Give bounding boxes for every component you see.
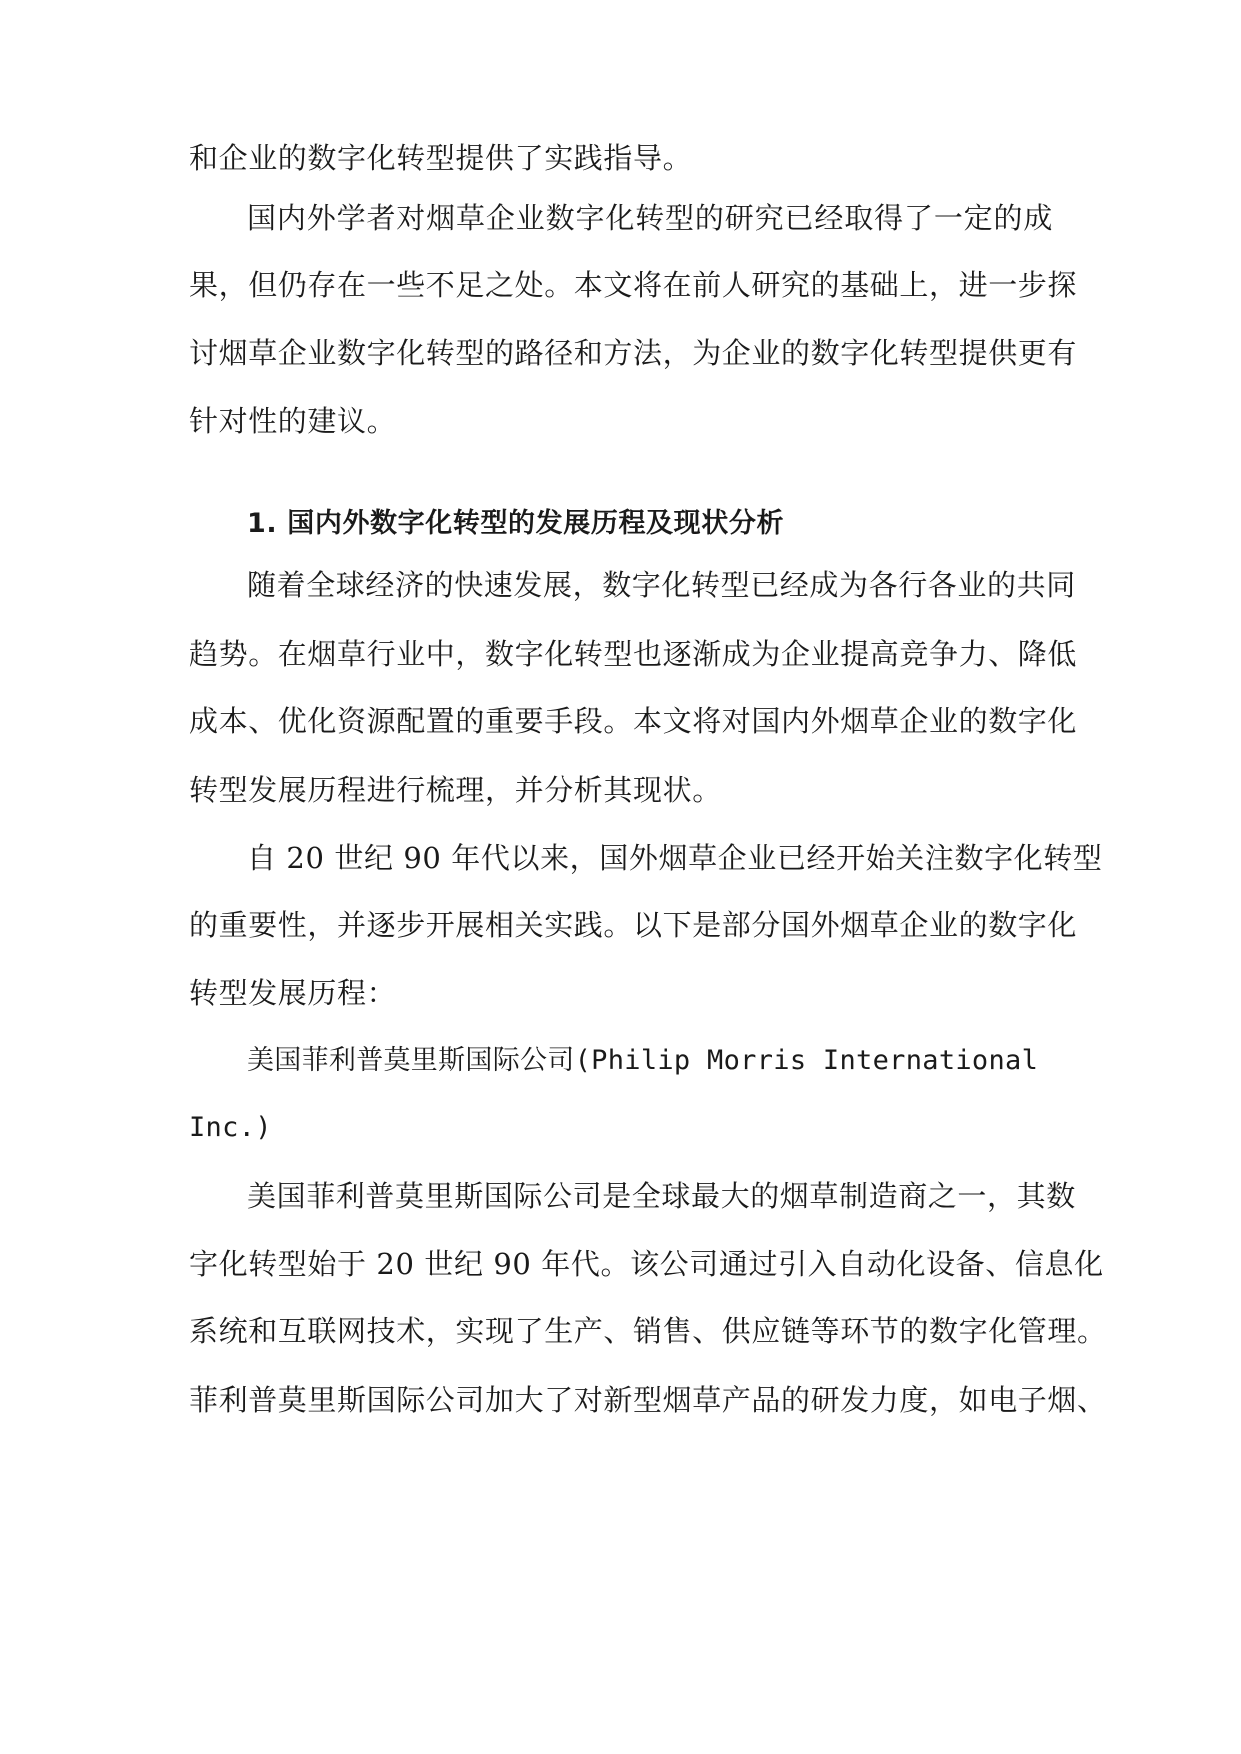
paragraph-line: 讨烟草企业数字化转型的路径和方法，为企业的数字化转型提供更有 — [189, 336, 1078, 370]
company-name-line: Inc.) — [189, 1112, 272, 1143]
paragraph-line: 自 20 世纪 90 年代以来，国外烟草企业已经开始关注数字化转型 — [247, 841, 1103, 875]
company-name-line: 美国菲利普莫里斯国际公司(Philip Morris International — [247, 1045, 1039, 1076]
paragraph-line: 趋势。在烟草行业中，数字化转型也逐渐成为企业提高竞争力、降低 — [189, 637, 1078, 671]
section-heading: 1. 国内外数字化转型的发展历程及现状分析 — [247, 508, 785, 539]
paragraph-line: 系统和互联网技术，实现了生产、销售、供应链等环节的数字化管理。 — [189, 1314, 1107, 1348]
paragraph-line: 转型发展历程进行梳理，并分析其现状。 — [189, 773, 722, 807]
paragraph-line: 美国菲利普莫里斯国际公司是全球最大的烟草制造商之一，其数 — [247, 1179, 1076, 1213]
paragraph-line: 国内外学者对烟草企业数字化转型的研究已经取得了一定的成 — [247, 201, 1053, 235]
paragraph-line: 针对性的建议。 — [189, 404, 397, 438]
paragraph-line: 的重要性，并逐步开展相关实践。以下是部分国外烟草企业的数字化 — [189, 908, 1078, 942]
paragraph-line: 成本、优化资源配置的重要手段。本文将对国内外烟草企业的数字化 — [189, 704, 1078, 738]
paragraph-line: 和企业的数字化转型提供了实践指导。 — [189, 141, 693, 175]
paragraph-line: 果，但仍存在一些不足之处。本文将在前人研究的基础上，进一步探 — [189, 268, 1078, 302]
paragraph-line: 菲利普莫里斯国际公司加大了对新型烟草产品的研发力度，如电子烟、 — [189, 1383, 1107, 1417]
paragraph-line: 随着全球经济的快速发展，数字化转型已经成为各行各业的共同 — [247, 568, 1076, 602]
paragraph-line: 转型发展历程： — [189, 976, 397, 1010]
paragraph-line: 字化转型始于 20 世纪 90 年代。该公司通过引入自动化设备、信息化 — [189, 1247, 1104, 1281]
